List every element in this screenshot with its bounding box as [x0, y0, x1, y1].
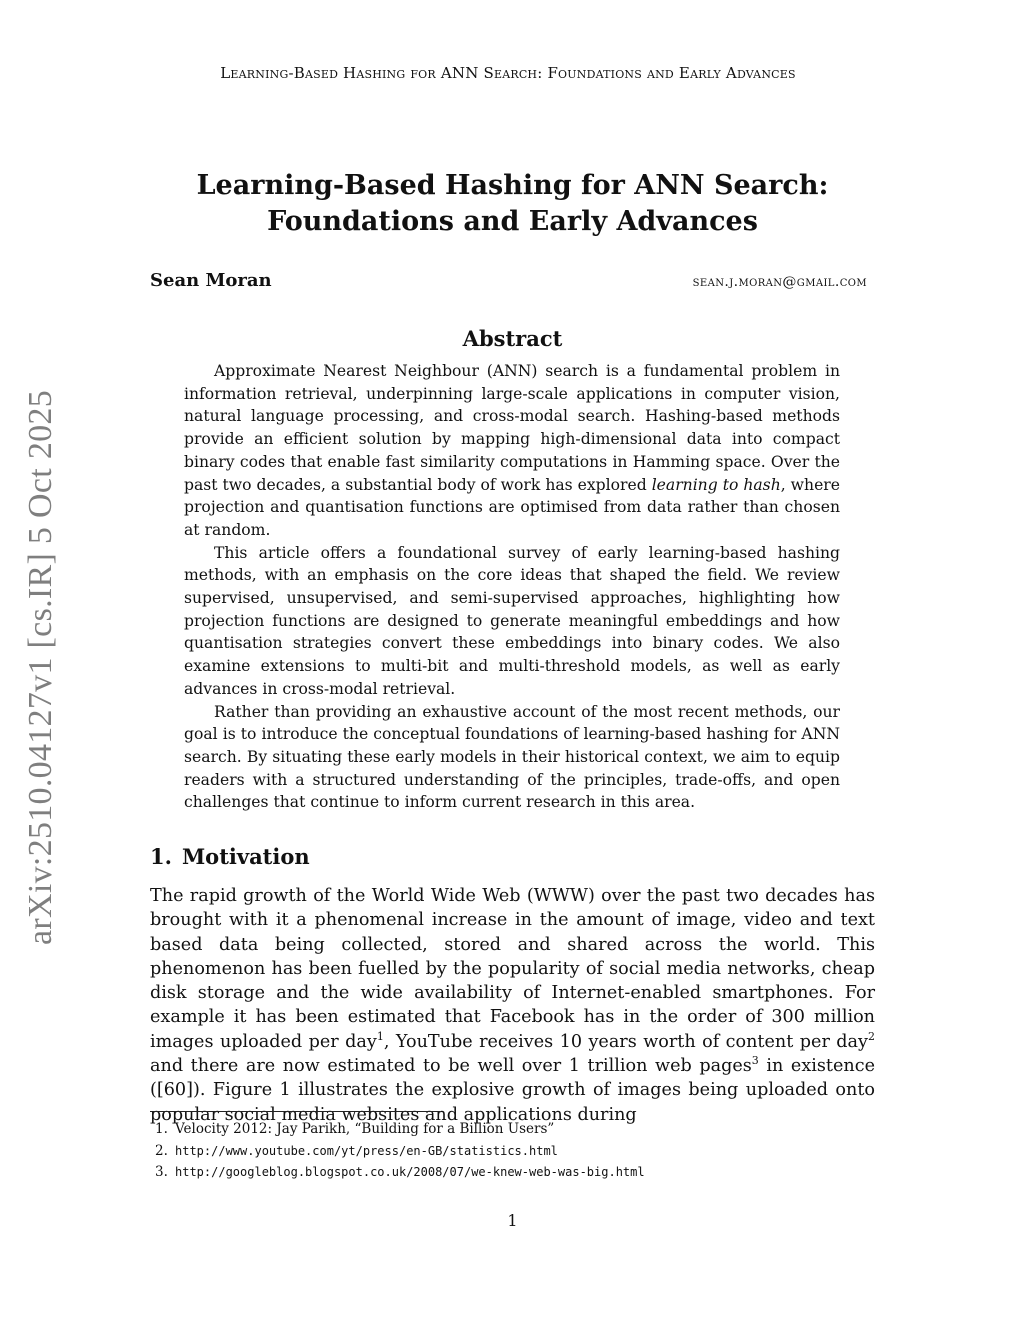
- footnote-link[interactable]: http://googleblog.blogspot.co.uk/2008/07/we-knew-web-was-big.html: [175, 1165, 645, 1179]
- section-heading: [150, 844, 310, 869]
- body-text-part-d: in existence ([60]). Figure 1 illustrates the explosive growth of images being uploaded onto popular social media websites and applications during: [150, 1056, 875, 1125]
- footnote-number: 2.: [155, 1142, 168, 1159]
- paper-title-line-2: Foundations and Early Advances: [267, 206, 758, 237]
- footnote-marker-3: 3: [751, 1054, 759, 1068]
- abstract-paragraph-3: Rather than providing an exhaustive account of the most recent methods, our goal is to introduce the conceptual foundations of learning-based hashing for ANN search. By situating these early models in their historical context, we aim to equip readers with a structured understanding of the principles, trade-offs, and open challenges that continue to inform current research in this area.: [184, 702, 840, 812]
- author-email: sean.j.moran@gmail.com: [692, 274, 867, 290]
- abstract-body: [184, 360, 840, 814]
- footnote-number: 3.: [155, 1164, 168, 1180]
- body-text-part-a: The rapid growth of the World Wide Web (WWW) over the past two decades has brought with it a phenomenal increase in the amount of image, video and text based data being collected, stored and shared across the world. This phenomenon has been fuelled by the popularity of social media networks, cheap disk storage and the wide availability of Internet-enabled smartphones. For example it has been estimated that Facebook has in the order of 300 million images uploaded per day: [150, 886, 875, 1052]
- footnote-marker-2: 2: [868, 1029, 875, 1043]
- paper-title: [150, 168, 875, 240]
- footnotes: [155, 1119, 875, 1184]
- footnote-2: [155, 1141, 875, 1163]
- page-number: 1: [507, 1211, 518, 1230]
- abstract-p1-text-end: , where projection and quantisation functions are optimised from data rather than chosen at random.: [184, 475, 840, 539]
- abstract-heading: Abstract: [462, 326, 563, 351]
- section-body-paragraph: [150, 884, 875, 1127]
- body-text-part-b: , YouTube receives 10 years worth of content per day: [383, 1031, 868, 1052]
- footnote-text: Velocity 2012: Jay Parikh, “Building for a Billion Users”: [175, 1121, 555, 1137]
- abstract-p1-emphasis: learning to hash: [651, 475, 781, 494]
- body-text-part-c: and there are now estimated to be well over 1 trillion web pages: [150, 1056, 752, 1077]
- arxiv-identifier-stamp: arXiv:2510.04127v1 [cs.IR] 5 Oct 2025: [22, 389, 59, 945]
- running-head: Learning-Based Hashing for ANN Search: Foundations and Early Advances: [220, 64, 796, 82]
- abstract-p1-text: Approximate Nearest Neighbour (ANN) search is a fundamental problem in information retrieval, underpinning large-scale applications in computer vision, natural language processing, and cross-modal search. Hashing-based methods provide an efficient solution by mapping high-dimensional data into compact binary codes that enable fast similarity computations in Hamming space. Over the past two decades, a substantial body of work has explored: [184, 362, 840, 494]
- footnote-3: [155, 1162, 875, 1184]
- abstract-paragraph-1: [184, 360, 840, 542]
- author-name: Sean Moran: [150, 270, 272, 291]
- footnote-link[interactable]: http://www.youtube.com/yt/press/en-GB/statistics.html: [175, 1143, 558, 1158]
- section-number: 1.: [150, 844, 172, 869]
- section-title: Motivation: [181, 844, 310, 869]
- paper-title-line-1: Learning-Based Hashing for ANN Search:: [196, 170, 829, 201]
- footnote-divider: [150, 1111, 440, 1112]
- footnote-1: [155, 1119, 875, 1141]
- footnote-marker-1: 1: [376, 1029, 384, 1043]
- footnote-number: 1.: [155, 1121, 168, 1137]
- abstract-paragraph-2: This article offers a foundational survey of early learning-based hashing methods, with an emphasis on the core ideas that shaped the field. We review supervised, unsupervised, and semi-supervised approaches, highlighting how projection functions are designed to generate meaningful embeddings and how quantisation strategies convert these embeddings into binary codes. We also examine extensions to multi-bit and multi-threshold models, as well as early advances in cross-modal retrieval.: [184, 543, 840, 698]
